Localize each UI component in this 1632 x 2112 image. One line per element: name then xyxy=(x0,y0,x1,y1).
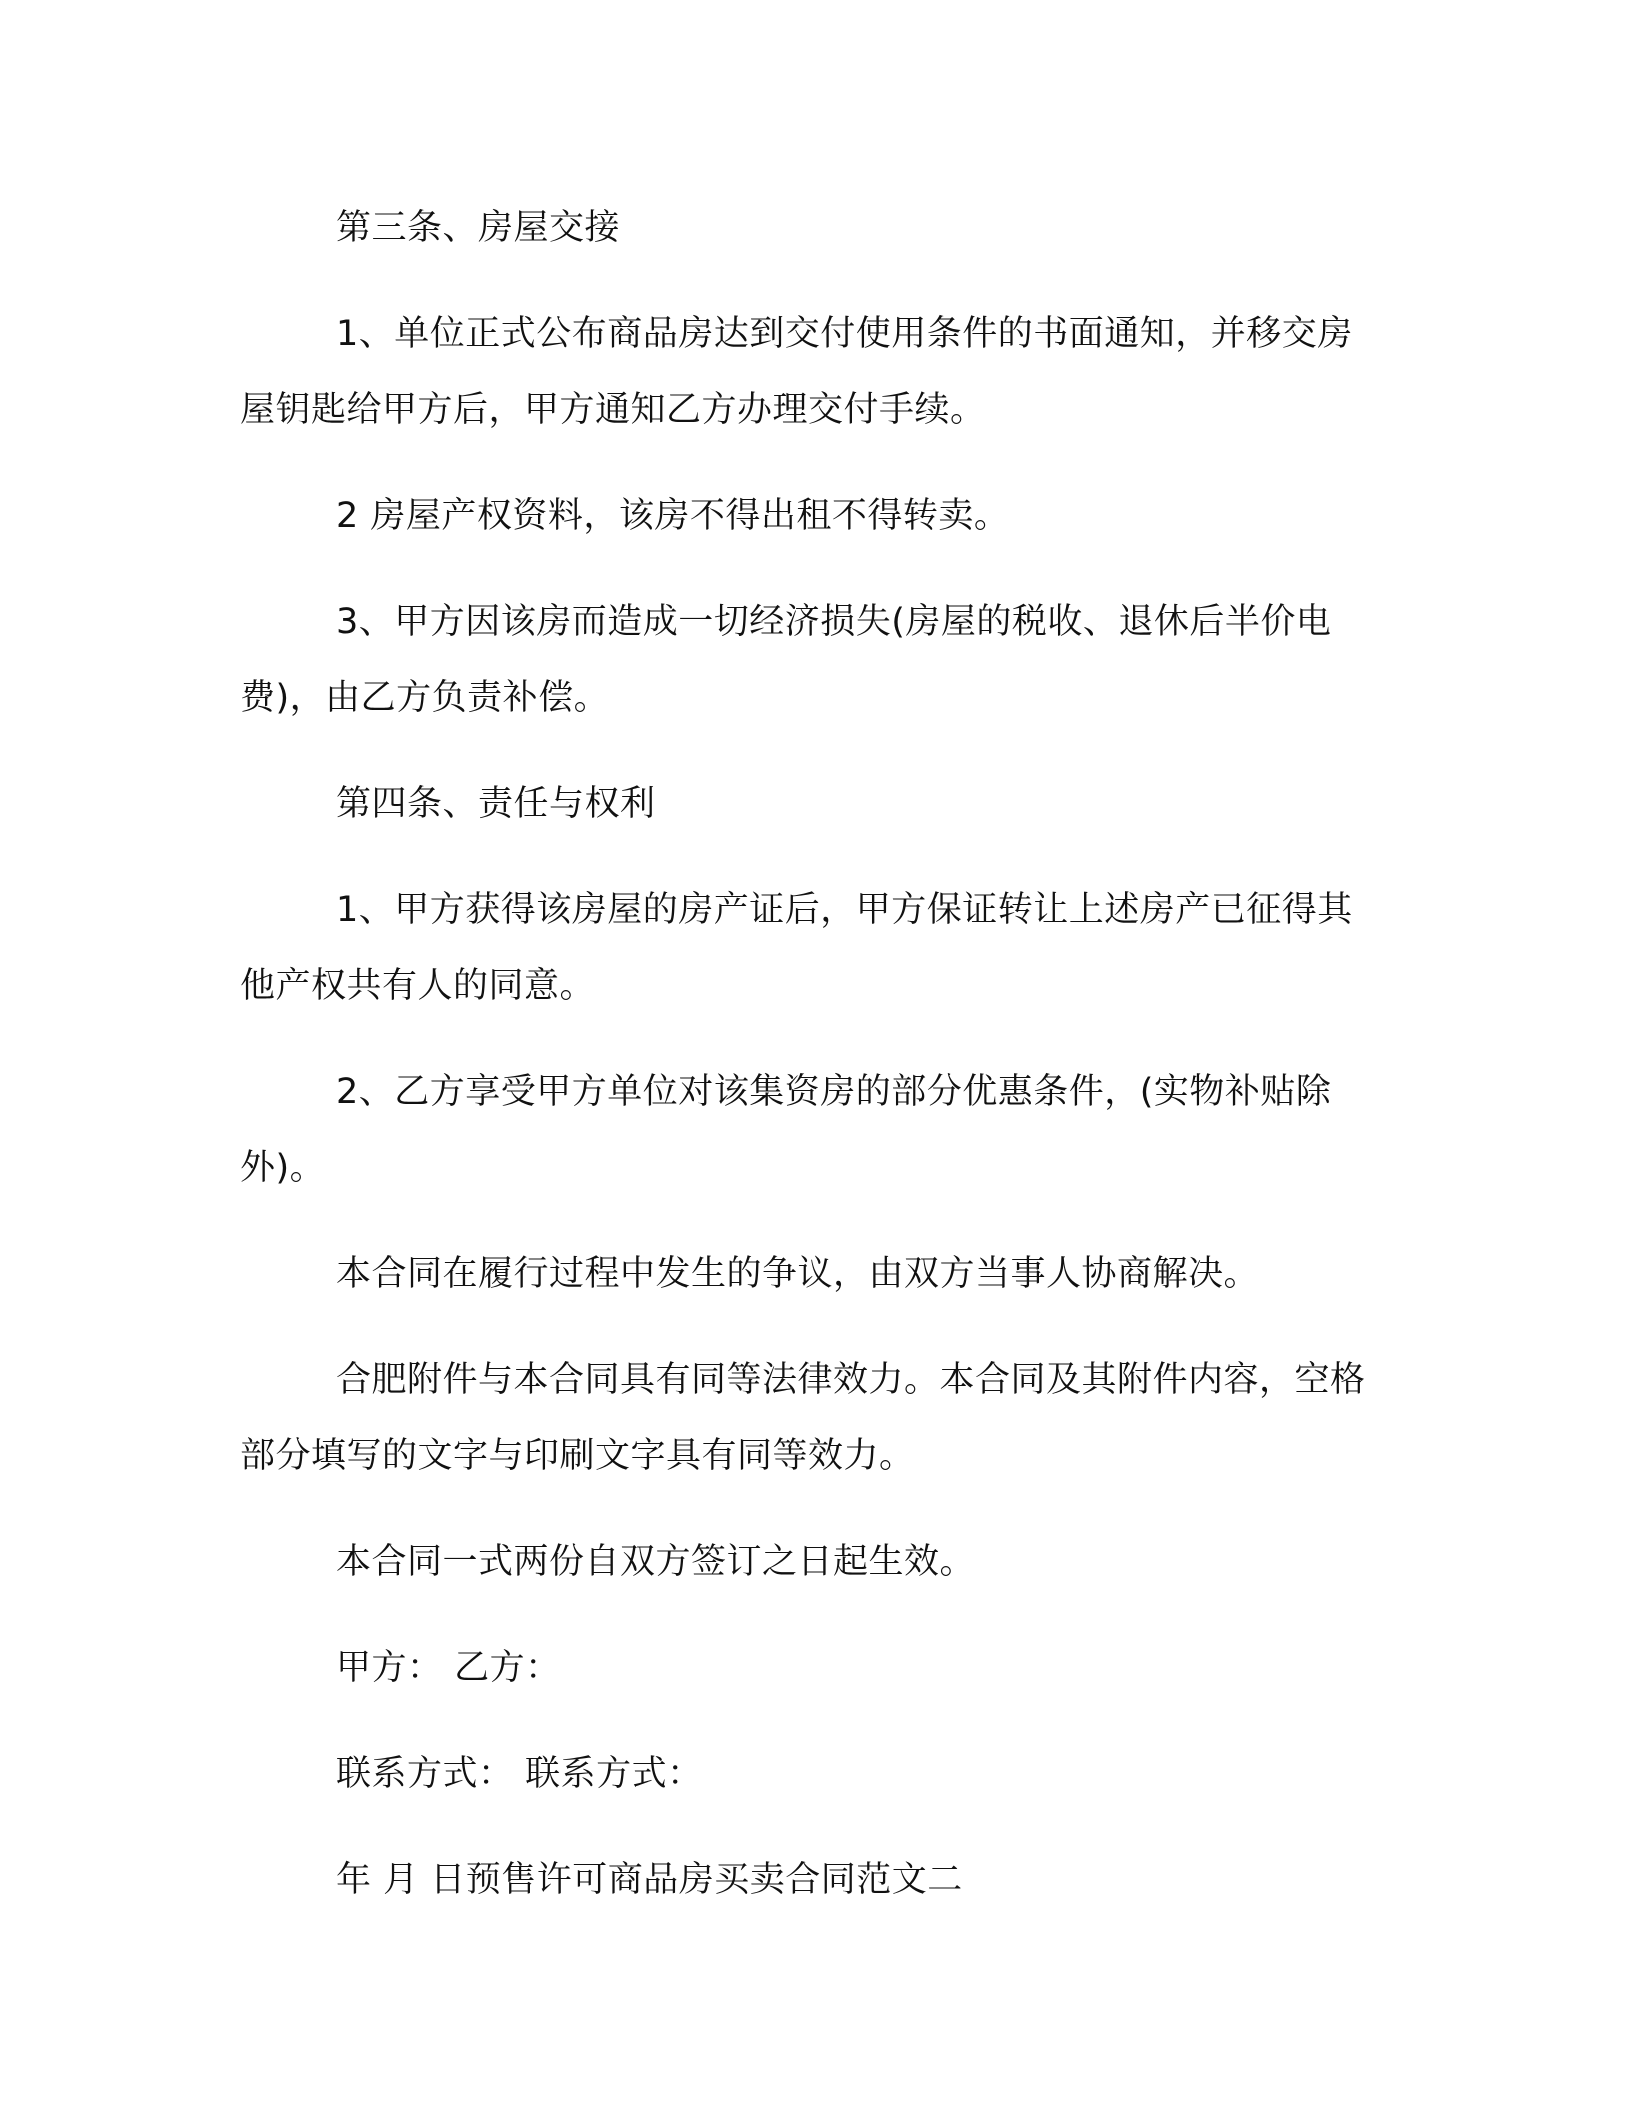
article-3-clause-1: 1、单位正式公布商品房达到交付使用条件的书面通知，并移交房屋钥匙给甲方后，甲方通知乙方办理交付手续。 xyxy=(240,314,1353,430)
date-and-next-title-line: 年 月 日预售许可商品房买卖合同范文二 xyxy=(336,1860,963,1900)
document-body xyxy=(240,190,1375,1948)
article-3-clause-2: 2 房屋产权资料，该房不得出租不得转卖。 xyxy=(336,496,1010,536)
parties-signature-line: 甲方： 乙方： xyxy=(336,1648,561,1688)
effective-date-paragraph: 本合同一式两份自双方签订之日起生效。 xyxy=(336,1542,976,1582)
attachments-paragraph: 合肥附件与本合同具有同等法律效力。本合同及其附件内容，空格部分填写的文字与印刷文字具有同等效力。 xyxy=(240,1360,1366,1476)
article-3-clause-3: 3、甲方因该房而造成一切经济损失(房屋的税收、退休后半价电费)，由乙方负责补偿。 xyxy=(240,602,1332,718)
contact-info-line: 联系方式： 联系方式： xyxy=(336,1754,703,1794)
article-3-heading: 第三条、房屋交接 xyxy=(336,208,621,248)
article-4-clause-2: 2、乙方享受甲方单位对该集资房的部分优惠条件，(实物补贴除外)。 xyxy=(240,1072,1332,1188)
dispute-resolution-paragraph: 本合同在履行过程中发生的争议，由双方当事人协商解决。 xyxy=(336,1254,1260,1294)
article-4-heading: 第四条、责任与权利 xyxy=(336,784,656,824)
article-4-clause-1: 1、甲方获得该房屋的房产证后，甲方保证转让上述房产已征得其他产权共有人的同意。 xyxy=(240,890,1353,1006)
